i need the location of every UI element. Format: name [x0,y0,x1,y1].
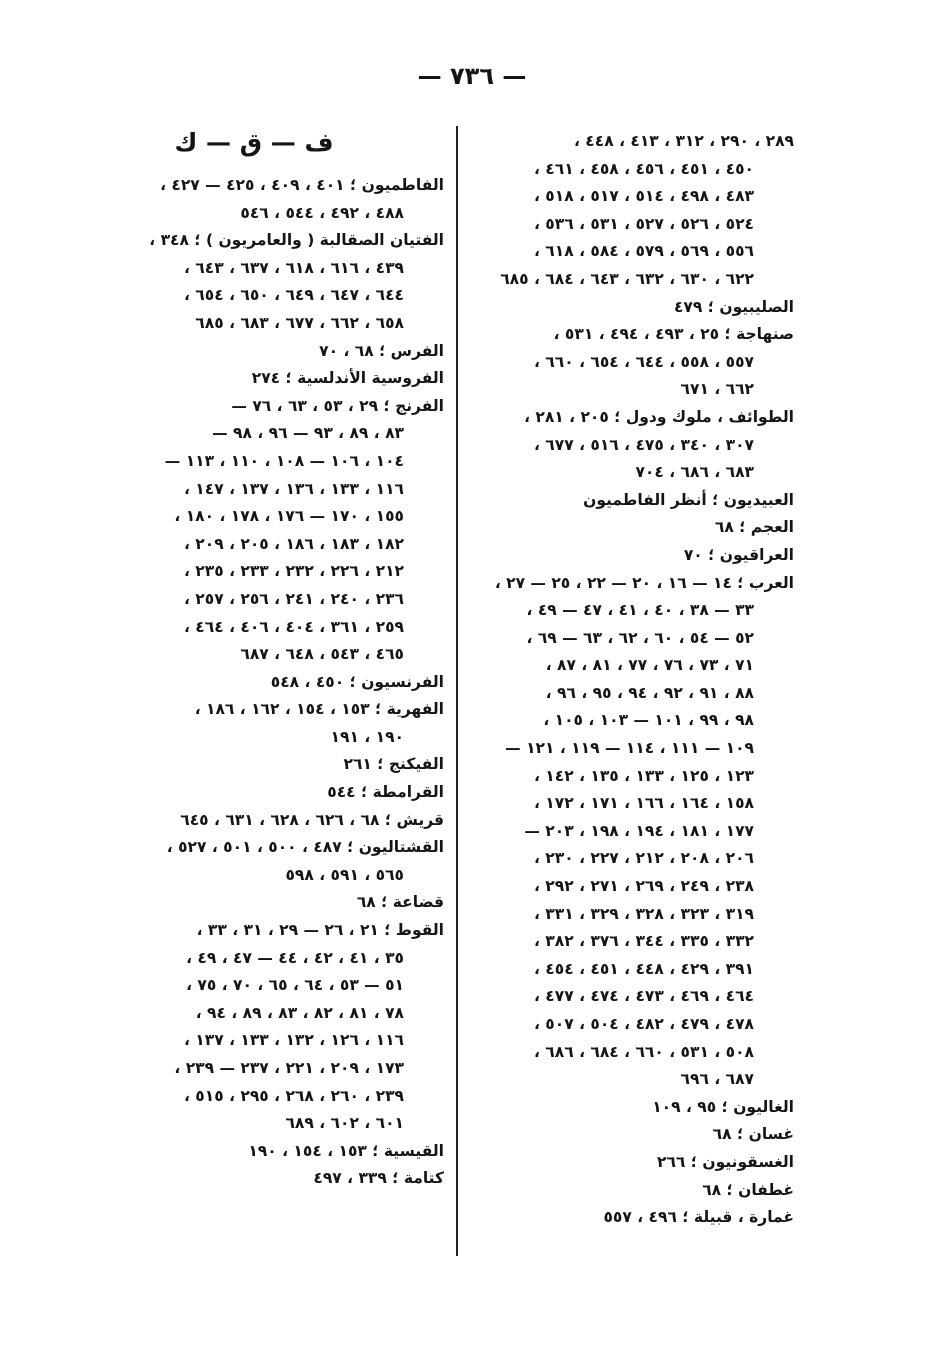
entry-line: الفرنسيون ؛ ٤٥٠ ، ٥٤٨ [270,672,444,691]
entry-line: غطفان ؛ ٦٨ [702,1180,794,1199]
entry-line: الفرنج ؛ ٢٩ ، ٥٣ ، ٦٣ ، ٧٦ — [231,396,444,415]
entry-continuation-line: ١٥٨ ، ١٦٤ ، ١٦٦ ، ١٧١ ، ١٧٢ ، [534,794,754,813]
entry-continuation-line: ٥٢٤ ، ٥٢٦ ، ٥٢٧ ، ٥٣١ ، ٥٣٦ ، [534,214,754,233]
entry-line: الطوائف ، ملوك ودول ؛ ٢٠٥ ، ٢٨١ ، [524,407,794,426]
entry-line: الفروسية الأندلسية ؛ ٢٧٤ [251,369,444,388]
entry-continuation-line: ٤٨٨ ، ٤٩٢ ، ٥٤٤ ، ٥٤٦ [240,203,404,222]
entry-continuation-line: ٣٩١ ، ٤٢٩ ، ٤٤٨ ، ٤٥١ ، ٤٥٤ ، [534,959,754,978]
entry-continuation-line: ٦٦٢ ، ٦٧١ [680,380,754,399]
entry-line: غسان ؛ ٦٨ [712,1125,794,1144]
entry-line: العرب ؛ ١٤ — ١٦ ، ٢٠ — ٢٢ ، ٢٥ — ٢٧ ، [494,573,794,592]
index-entry [458,1094,794,1122]
index-entry [104,1165,444,1193]
index-entry [104,751,444,779]
index-entry [458,1177,794,1205]
entry-continuation-line: ٦٢٢ ، ٦٣٠ ، ٦٣٢ ، ٦٤٣ ، ٦٨٤ ، ٦٨٥ [500,269,754,288]
entry-continuation-line: ٤٨٣ ، ٤٩٨ ، ٥١٤ ، ٥١٧ ، ٥١٨ ، [534,187,754,206]
entry-continuation-line: ٦٥٨ ، ٦٦٢ ، ٦٧٧ ، ٦٨٣ ، ٦٨٥ [195,313,404,332]
index-entry [104,669,444,697]
entry-continuation-line: ٥١ — ٥٣ ، ٦٤ ، ٦٥ ، ٧٠ ، ٧٥ ، [186,976,404,995]
entry-line: غمارة ، قبيلة ؛ ٤٩٦ ، ٥٥٧ [603,1208,794,1227]
entry-continuation-line: ٢٣٦ ، ٢٤٠ ، ٢٤١ ، ٢٥٦ ، ٢٥٧ ، [184,589,404,608]
entry-continuation-line: ٤٣٩ ، ٦١٦ ، ٦١٨ ، ٦٣٧ ، ٦٤٣ ، [184,258,404,277]
entry-line: الفرس ؛ ٦٨ ، ٧٠ [319,341,444,360]
entry-continuation-line: ٥٥٧ ، ٥٥٨ ، ٦٤٤ ، ٦٥٤ ، ٦٦٠ ، [534,352,754,371]
index-entry [458,570,794,1094]
entry-line: العجم ؛ ٦٨ [714,518,794,537]
entry-continuation-line: ١١٦ ، ١٣٣ ، ١٣٦ ، ١٣٧ ، ١٤٧ ، [184,479,404,498]
index-entry [458,1149,794,1177]
entry-continuation-line: ٣٥ ، ٤١ ، ٤٢ ، ٤٤ — ٤٧ ، ٤٩ ، [186,948,404,967]
index-entry [104,393,444,669]
column-divider [456,126,458,1256]
section-heading: ف — ق — ك [174,128,334,157]
entry-continuation-line: ٣١٩ ، ٣٢٣ ، ٣٢٨ ، ٣٢٩ ، ٣٣١ ، [534,904,754,923]
entry-continuation-line: ١٨٢ ، ١٨٣ ، ١٨٦ ، ٢٠٥ ، ٢٠٩ ، [184,534,404,553]
entry-line: القيسية ؛ ١٥٣ ، ١٥٤ ، ١٩٠ [248,1141,444,1160]
index-entry [104,779,444,807]
entry-continuation-line: ٣٠٧ ، ٣٤٠ ، ٤٧٥ ، ٥١٦ ، ٦٧٧ ، [534,435,754,454]
entry-line: قضاعة ؛ ٦٨ [356,893,444,912]
entry-continuation-line: ٦٨٣ ، ٦٨٦ ، ٧٠٤ [635,463,754,482]
entry-continuation-line: ٣٣٢ ، ٣٣٥ ، ٣٤٤ ، ٣٧٦ ، ٣٨٢ ، [534,932,754,951]
right-column [458,128,794,1232]
index-entry [458,542,794,570]
entry-continuation-line: ١٩٠ ، ١٩١ [330,727,404,746]
page-number: — ٧٣٦ — [417,62,527,90]
entry-continuation-line: ٥٢ — ٥٤ ، ٦٠ ، ٦٢ ، ٦٣ — ٦٩ ، [526,628,754,647]
entry-continuation-line: ٩٨ ، ٩٩ ، ١٠١ — ١٠٣ ، ١٠٥ ، [543,711,754,730]
entry-line: الفهرية ؛ ١٥٣ ، ١٥٤ ، ١٦٢ ، ١٨٦ ، [194,700,444,719]
left-column [104,128,444,1193]
entry-line: صنهاجة ؛ ٢٥ ، ٤٩٣ ، ٤٩٤ ، ٥٣١ ، [553,325,794,344]
index-entry [104,365,444,393]
entry-continuation-line: ٢٥٩ ، ٣٦١ ، ٤٠٤ ، ٤٠٦ ، ٤٦٤ ، [184,617,404,636]
index-entry [458,128,794,294]
entry-line: القرامطة ؛ ٥٤٤ [327,783,444,802]
entry-continuation-line: ٧١ ، ٧٣ ، ٧٦ ، ٧٧ ، ٨١ ، ٨٧ ، [545,656,754,675]
entry-continuation-line: ٢٣٨ ، ٢٤٩ ، ٢٦٩ ، ٢٧١ ، ٢٩٢ ، [534,877,754,896]
entry-line: الفاطميون ؛ ٤٠١ ، ٤٠٩ ، ٤٢٥ — ٤٢٧ ، [160,176,444,194]
left-entries [104,172,444,1193]
index-entry [458,404,794,487]
entry-continuation-line: ٤٧٨ ، ٤٧٩ ، ٤٨٢ ، ٥٠٤ ، ٥٠٧ ، [534,1015,754,1033]
entry-line: ٢٨٩ ، ٢٩٠ ، ٣١٢ ، ٤١٣ ، ٤٤٨ ، [574,132,794,150]
entry-line: العبيديون ؛ أنظر الفاطميون [583,490,794,509]
entry-continuation-line: ١٧٧ ، ١٨١ ، ١٩٤ ، ١٩٨ ، ٢٠٣ — [524,821,754,840]
index-entry [458,1121,794,1149]
entry-continuation-line: ١٥٥ ، ١٧٠ — ١٧٦ ، ١٧٨ ، ١٨٠ ، [174,507,404,526]
entry-line: الفيكنج ؛ ٢٦١ [343,755,444,774]
entry-continuation-line: ٤٦٤ ، ٤٦٩ ، ٤٧٣ ، ٤٧٤ ، ٤٧٧ ، [534,987,754,1006]
entry-line: الغاليون ؛ ٩٥ ، ١٠٩ [652,1097,794,1116]
entry-continuation-line: ١٧٣ ، ٢٠٩ ، ٢٢١ ، ٢٣٧ — ٢٣٩ ، [174,1059,404,1077]
entry-continuation-line: ٦٨٧ ، ٦٩٦ [680,1070,754,1089]
entry-continuation-line: ٤٦٥ ، ٥٤٣ ، ٦٤٨ ، ٦٨٧ [240,645,404,664]
entry-continuation-line: ٥٦٥ ، ٥٩١ ، ٥٩٨ [285,865,404,884]
entry-continuation-line: ٨٨ ، ٩١ ، ٩٢ ، ٩٤ ، ٩٥ ، ٩٦ ، [545,683,754,702]
entry-continuation-line: ٣٣ — ٣٨ ، ٤٠ ، ٤١ ، ٤٧ — ٤٩ ، [526,601,754,620]
entry-continuation-line: ٦٠١ ، ٦٠٢ ، ٦٨٩ [285,1114,404,1133]
entry-line: الغسقونيون ؛ ٢٦٦ [656,1152,794,1171]
index-entry [104,227,444,337]
entry-line: الصليبيون ؛ ٤٧٩ [673,297,794,316]
entry-continuation-line: ١١٦ ، ١٢٦ ، ١٣٢ ، ١٣٣ ، ١٣٧ ، [184,1031,404,1050]
entry-continuation-line: ٧٨ ، ٨١ ، ٨٢ ، ٨٣ ، ٨٩ ، ٩٤ ، [195,1003,404,1022]
index-entry [104,696,444,751]
entry-line: العراقيون ؛ ٧٠ [683,545,794,564]
index-entry [458,487,794,515]
entry-continuation-line: ٥٠٨ ، ٥٣١ ، ٦٦٠ ، ٦٨٤ ، ٦٨٦ ، [534,1042,754,1061]
entry-line: الفتيان الصقالبة ( والعامريون ) ؛ ٣٤٨ ، [149,231,444,250]
entry-continuation-line: ٢٠٦ ، ٢٠٨ ، ٢١٢ ، ٢٢٧ ، ٢٣٠ ، [534,849,754,868]
index-entry [104,889,444,917]
entry-line: قريش ؛ ٦٨ ، ٦٢٦ ، ٦٢٨ ، ٦٣١ ، ٦٤٥ [180,810,444,829]
entry-line: القوط ؛ ٢١ ، ٢٦ — ٢٩ ، ٣١ ، ٣٣ ، [196,921,444,940]
index-entry [104,807,444,835]
entry-line: القشتاليون ؛ ٤٨٧ ، ٥٠٠ ، ٥٠١ ، ٥٢٧ ، [166,838,444,857]
entry-continuation-line: ٦٤٤ ، ٦٤٧ ، ٦٤٩ ، ٦٥٠ ، ٦٥٤ ، [184,286,404,305]
index-entry [458,294,794,322]
entry-line: كتامة ؛ ٣٣٩ ، ٤٩٧ [313,1169,444,1188]
index-entry [104,172,444,227]
entry-continuation-line: ١٠٩ — ١١١ ، ١١٤ — ١١٩ ، ١٢١ — [505,739,754,758]
entry-continuation-line: ١٠٤ ، ١٠٦ — ١٠٨ ، ١١٠ ، ١١٣ — [164,451,404,470]
index-entry [458,514,794,542]
index-entry [104,834,444,889]
entry-continuation-line: ٢٣٩ ، ٢٦٠ ، ٢٦٨ ، ٢٩٥ ، ٥١٥ ، [184,1086,404,1105]
index-entry [104,1138,444,1166]
index-entry [104,338,444,366]
entry-continuation-line: ٢١٢ ، ٢٢٦ ، ٢٣٢ ، ٢٣٣ ، ٢٣٥ ، [184,562,404,581]
entry-continuation-line: ٥٥٦ ، ٥٦٩ ، ٥٧٩ ، ٥٨٤ ، ٦١٨ ، [534,242,754,261]
index-entry [458,321,794,404]
entry-continuation-line: ٤٥٠ ، ٤٥١ ، ٤٥٦ ، ٤٥٨ ، ٤٦١ ، [534,159,754,178]
entry-continuation-line: ٨٣ ، ٨٩ ، ٩٣ — ٩٦ ، ٩٨ — [212,424,404,443]
index-entry [104,917,444,1138]
entry-continuation-line: ١٢٣ ، ١٢٥ ، ١٣٣ ، ١٣٥ ، ١٤٢ ، [534,766,754,785]
index-entry [458,1204,794,1232]
